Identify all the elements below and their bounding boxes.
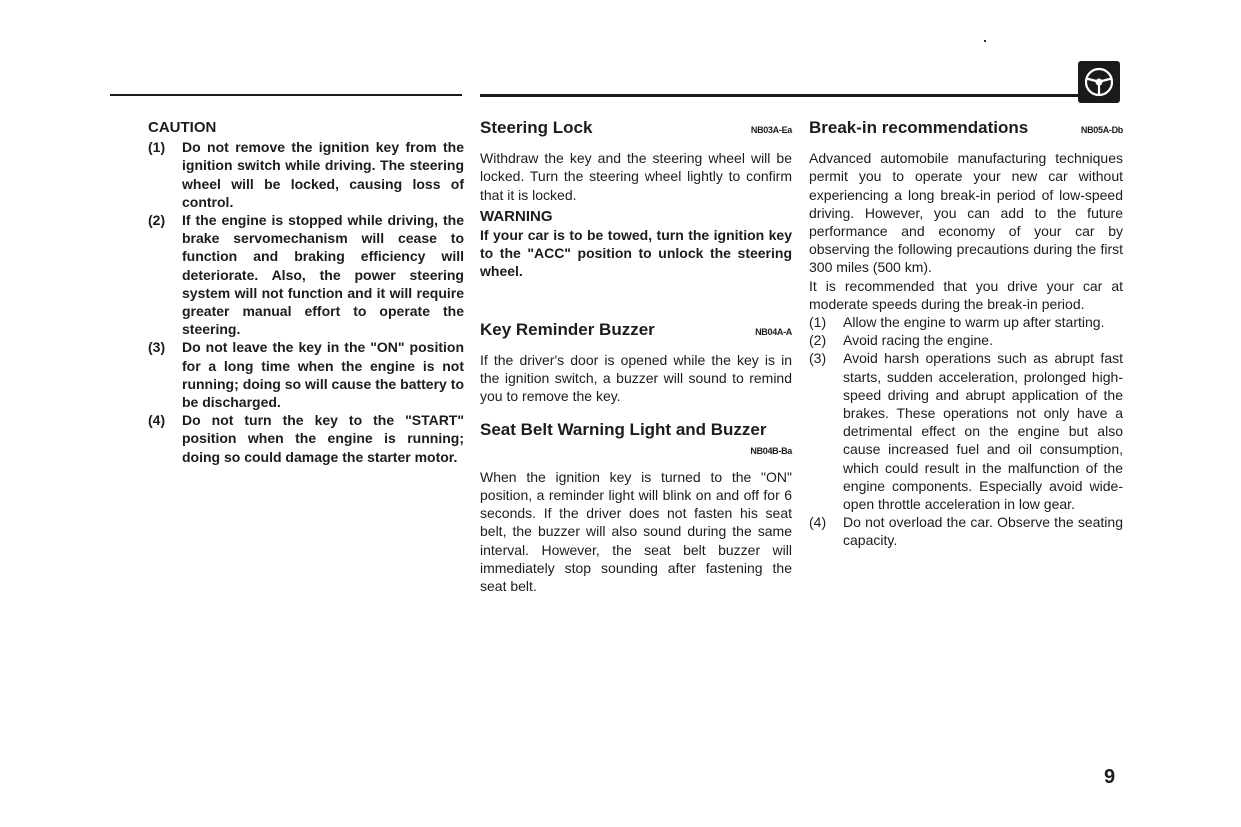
header-rule-left (110, 94, 462, 96)
break-in-item (809, 349, 1123, 513)
item-text: Do not turn the key to the "START" position when the engine is running; doing so could damage the starter motor. (182, 412, 464, 465)
caution-item (148, 138, 464, 211)
section-code: NB04B-Ba (750, 445, 792, 456)
steering-lock-body: Withdraw the key and the steering wheel will be locked. Turn the steering wheel lightly to confirm that it is locked. (480, 150, 792, 203)
seat-belt-heading (480, 421, 792, 459)
section-code: NB05A-Db (1080, 125, 1123, 135)
seat-belt-body: When the ignition key is turned to the "ON" position, a reminder light will blink on and off for 6 seconds. If the driver does not fasten his seat belt, the buzzer will also sound during the same interval. However, the seat belt buzzer will immediately stop sounding after fastening the seat belt. (480, 468, 792, 595)
speck (984, 40, 986, 42)
header-rule-right (480, 94, 1080, 97)
break-in-intro: Advanced automobile manufacturing techniques permit you to operate your new car without experiencing a long break-in period of low-speed driving. However, you can add to the future performance and economy of your car by observing the following precautions during the first 300 miles (500 km). (809, 150, 1123, 276)
warning-title: WARNING (480, 207, 553, 225)
item-text: Avoid racing the engine. (843, 332, 993, 349)
section-title: Steering Lock (480, 118, 593, 137)
break-in-item (809, 513, 1123, 549)
item-number: (4) (809, 514, 827, 531)
caution-item (148, 338, 464, 411)
steering-lock-heading (480, 119, 792, 139)
item-text: Do not remove the ignition key from the ignition switch while driving. The steering wheel will be locked, causing loss of control. (182, 139, 464, 210)
item-text: Allow the engine to warm up after starting. (843, 314, 1105, 331)
item-number: (2) (809, 332, 827, 349)
item-text: If the engine is stopped while driving, the brake servomechanism will cease to function and braking efficiency will deteriorate. Also, the power steering system will not function and it will require greater manual effort to operate the steering. (182, 212, 464, 338)
section-title: Seat Belt Warning Light and Buzzer (480, 420, 767, 440)
caution-item (148, 211, 464, 338)
item-number: (1) (148, 139, 166, 156)
item-number: (4) (148, 412, 166, 429)
break-in-intro-2: It is recommended that you drive your car at moderate speeds during the break-in period. (809, 277, 1123, 312)
section-code: NB04A-A (755, 326, 792, 337)
key-reminder-body: If the driver's door is opened while the key is in the ignition switch, a buzzer will sound to remind you to remove the key. (480, 351, 792, 405)
item-text: Avoid harsh operations such as abrupt fast starts, sudden acceleration, prolonged high-speed driving and abrupt application of the brakes. These operations not only have a detrimental effect on the engine but also cause increased fuel and oil consumption, which could result in the malfunction of the engine components. Especially avoid wide-open throttle acceleration in low gear. (843, 350, 1123, 513)
break-in-item (809, 313, 1123, 331)
item-text: Do not leave the key in the "ON" position for a long time when the engine is not running; doing so will cause the battery to be discharged. (182, 339, 464, 411)
item-number: (1) (809, 314, 827, 331)
break-in-item (809, 331, 1123, 349)
caution-column (148, 119, 464, 466)
item-text: Do not overload the car. Observe the seating capacity. (843, 514, 1123, 549)
caution-title: CAUTION (148, 119, 217, 136)
key-reminder-heading (480, 321, 792, 341)
caution-item (148, 411, 464, 466)
warning-text: If your car is to be towed, turn the ignition key to the "ACC" position to unlock the steering wheel. (480, 227, 792, 280)
steering-wheel-icon (1078, 61, 1120, 103)
item-number: (3) (148, 339, 166, 356)
item-number: (2) (148, 212, 166, 229)
break-in-heading (809, 119, 1123, 139)
section-title: Break-in recommendations (809, 118, 1029, 137)
page-number: 9 (1104, 766, 1116, 788)
section-code: NB03A-Ea (750, 125, 792, 135)
section-title: Key Reminder Buzzer (480, 319, 655, 339)
break-in-column (809, 119, 1123, 550)
middle-column (480, 119, 792, 595)
item-number: (3) (809, 350, 827, 367)
